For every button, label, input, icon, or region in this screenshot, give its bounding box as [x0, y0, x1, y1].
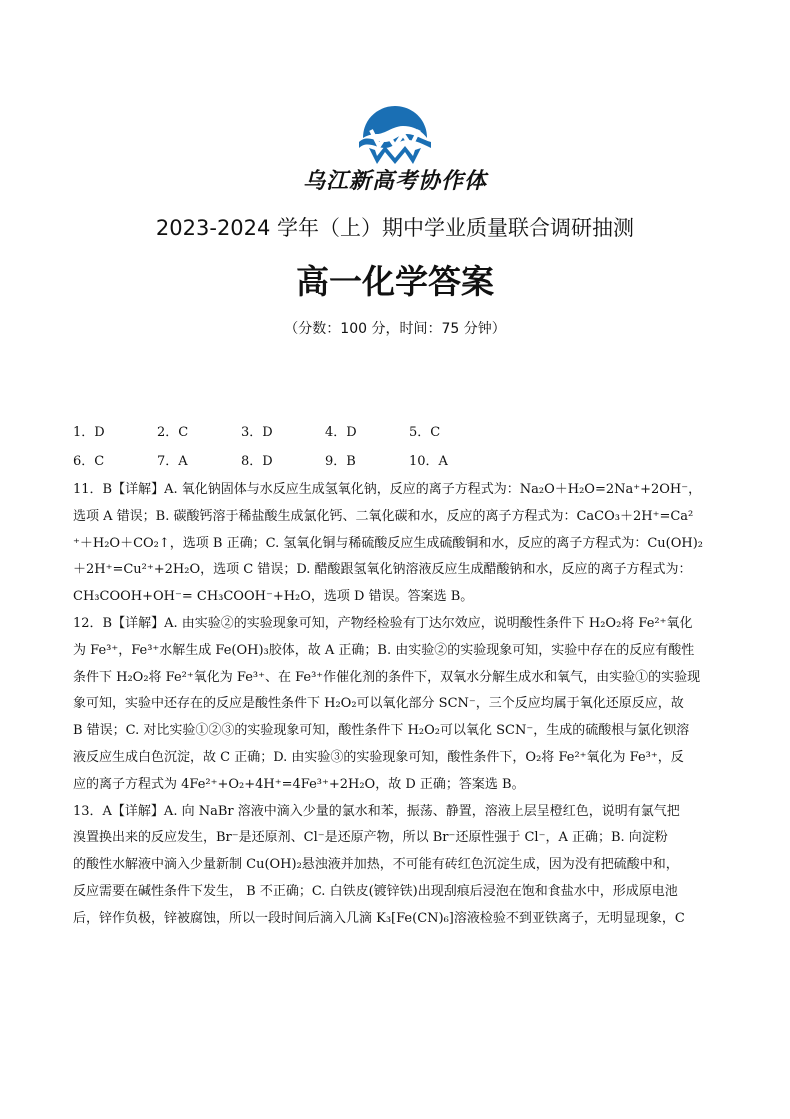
text-line: 象可知，实验中还存在的反应是酸性条件下 H₂O₂可以氧化部分 SCN⁻，三个反应均属于氧化还原反应，故	[73, 696, 684, 712]
text-line: 为 Fe³⁺，Fe³⁺水解生成 Fe(OH)₃胶体，故 A 正确；B. 由实验②的实验现象可知，实验中存在的反应有酸性	[73, 642, 695, 658]
answer-item: 10．A	[409, 454, 448, 469]
text-line: 反应需要在碱性条件下发生， B 不正确；C. 白铁皮(镀锌铁)出现刮痕后浸泡在饱和食盐水中，形成原电池	[73, 883, 678, 899]
exam-subtitle: 2023-2024 学年（上）期中学业质量联合调研抽测	[155, 216, 635, 240]
text-line: ＋2H⁺=Cu²⁺+2H₂O，选项 C 错误；D. 醋酸跟氢氧化钠溶液反应生成醋酸钠和水，反应的离子方程式为：	[73, 562, 692, 578]
answer-item: 3．D	[241, 425, 273, 440]
score-info: （分数：100 分，时间：75 分钟）	[284, 321, 506, 337]
text-line: 溴置换出来的反应发生，Br⁻是还原剂、Cl⁻是还原产物，所以 Br⁻还原性强于 Cl⁻，A 正确；B. 向淀粉	[73, 830, 668, 846]
answer-row	[73, 416, 493, 445]
text-line: ⁺＋H₂O＋CO₂↑，选项 B 正确；C. 氢氧化铜与稀硫酸反应生成硫酸铜和水，反应的离子方程式为：Cu(OH)₂	[73, 535, 704, 551]
text-line: 液反应生成白色沉淀，故 C 正确；D. 由实验③的实验现象可知，酸性条件下，O₂将 Fe²⁺氧化为 Fe³⁺，反	[73, 749, 684, 765]
text-line: CH₃COOH+OH⁻= CH₃COOH⁻+H₂O，选项 D 错误。答案选 B。	[73, 589, 474, 605]
text-line: 12．B【详解】A. 由实验②的实验现象可知，产物经检验有丁达尔效应，说明酸性条件下 H₂O₂将 Fe²⁺氧化	[73, 615, 693, 631]
answer-key	[73, 416, 493, 474]
page-title: 高一化学答案	[296, 262, 494, 301]
explanation-q11	[73, 477, 719, 611]
wujiang-logo-icon	[355, 104, 435, 164]
answer-item: 7．A	[157, 454, 188, 469]
answer-item: 5．C	[409, 425, 441, 440]
brand-name: 乌江新高考协作体	[302, 169, 487, 194]
explanations	[73, 477, 719, 933]
text-line: 选项 A 错误；B. 碳酸钙溶于稀盐酸生成氯化钙、二氧化碳和水，反应的离子方程式为：CaCO₃＋2H⁺=Ca²	[73, 508, 694, 524]
text-line: 应的离子方程式为 4Fe²⁺+O₂+4H⁺=4Fe³⁺+2H₂O，故 D 正确；答案选 B。	[73, 776, 525, 792]
answer-item: 2．C	[157, 425, 189, 440]
text-line: 条件下 H₂O₂将 Fe²⁺氧化为 Fe³⁺、在 Fe³⁺作催化剂的条件下，双氧水分解生成水和氧气，由实验①的实验现	[73, 669, 701, 685]
text-line: 的酸性水解液中滴入少量新制 Cu(OH)₂悬浊液并加热，不可能有砖红色沉淀生成，因为没有把硫酸中和，	[73, 857, 679, 873]
text-line: 13．A【详解】A. 向 NaBr 溶液中滴入少量的氯水和苯，振荡、静置，溶液上层呈橙红色，说明有氯气把	[73, 803, 680, 819]
text-line: 11．B【详解】A. 氧化钠固体与水反应生成氢氧化钠，反应的离子方程式为：Na₂O＋H₂O=2Na⁺+2OH⁻，	[73, 482, 702, 497]
answer-item: 8．D	[241, 454, 273, 469]
answer-item: 1．D	[73, 425, 105, 440]
text-line: 后，锌作负极，锌被腐蚀，所以一段时间后滴入几滴 K₃[Fe(CN)₆]溶液检验不到亚铁离子，无明显现象，C	[73, 910, 685, 926]
explanation-q12	[73, 611, 719, 799]
answer-item: 6．C	[73, 454, 105, 469]
answer-item: 9．B	[325, 454, 356, 469]
answer-item: 4．D	[325, 425, 357, 440]
text-line: B 错误；C. 对比实验①②③的实验现象可知，酸性条件下 H₂O₂可以氧化 SCN⁻，生成的硫酸根与氯化钡溶	[73, 723, 690, 739]
explanation-q13	[73, 799, 719, 933]
answer-row	[73, 445, 493, 474]
